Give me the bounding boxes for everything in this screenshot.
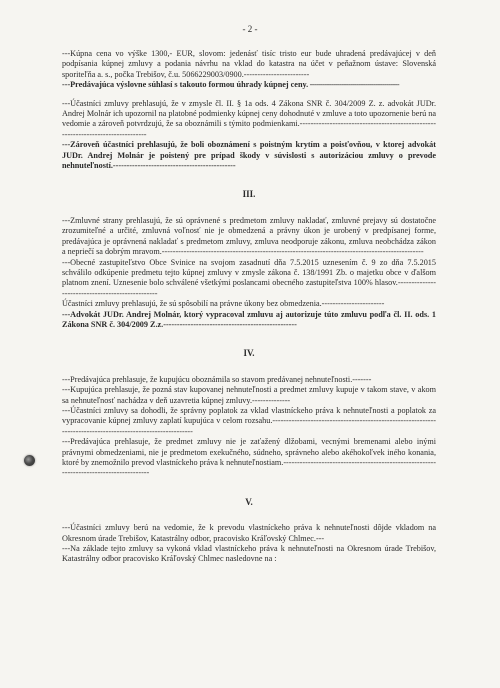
section-heading-iii: III. (242, 189, 256, 200)
paragraph-seller-condition: ---Predávajúca prehlasuje, že kupujúcu oboznámila so stavom predávanej nehnuteľnosti.------- (62, 374, 372, 384)
document-body (62, 49, 436, 565)
paragraph-advocate-authorization: ---Advokát JUDr. Andrej Molnár, ktorý vypracoval zmluvu aj autorizuje túto zmluvu podľa čl. II. ods. 1 Zákona SNR č. 304/2009 Z.z.------------------------------------------------- (62, 309, 436, 329)
paragraph-transfer-registration: ---Účastníci zmluvy berú na vedomie, že k prevodu vlastníckeho práva k nehnuteľnosti dôjde vkladom na Okresnom úrade Trebišov, Katastrálny odbor, pracovisko Kráľovský Chlmec.--- (62, 523, 436, 543)
paragraph-registration-entry: ---Na základe tejto zmluvy sa vykoná vklad vlastníckeho práva k nehnuteľnosti na Okresnom úrade Trebišov, Katastrálny odbor pracovisko Kráľovský Chlmec nasledovne na : (62, 544, 436, 564)
paragraph-buyer-condition: ---Kupujúca prehlasuje, že pozná stav kupovanej nehnuteľnosti a predmet zmluvy kupuje v takom stave, v akom sa nehnuteľnosť nachádza v deň uzavretia kúpnej zmluvy.-------------- (62, 385, 436, 405)
paragraph-payment-notice: ---Účastníci zmluvy prehlasujú, že v zmysle čl. II. § 1a ods. 4 Zákona SNR č. 304/2009 Z. z. advokát JUDr. Andrej Molnár ich upozornil na platobné podmienky kúpnej ceny dohodnuté v zmluve a toto upozornenie berú na vedomie a zároveň potvrdzujú, že sa oboznámili s týmito podmienkami.--------------------------------------------------------------------------------- (62, 98, 436, 139)
hole-punch-mark (24, 455, 35, 466)
paragraph-purchase-price: ---Kúpna cena vo výške 1300,- EUR, slovom: jedenásť tisíc tristo eur bude uhradená predávajúcej v deň podpísania kúpnej zmluvy a podania návrhu na vklad do katastra na účet v peňažnom ústave: Slovenská sporiteľňa a. s., počka Trebišov, č.u. 5066229003/0900.------------------------ (62, 49, 436, 79)
paragraph-legal-capacity: Účastníci zmluvy prehlasujú, že sú spôsobilí na právne úkony bez obmedzenia.----------------------- (62, 299, 385, 309)
paragraph-fees: ---Účastníci zmluvy sa dohodli, že správny poplatok za vklad vlastníckeho práva k nehnuteľnosti a poplatok za vypracovanie kúpnej zmluvy zaplatí kupujúca v celom rozsahu.------------------------------------------------------------------------------------------------------------ (62, 405, 436, 436)
paragraph-council-approval: ---Obecné zastupiteľstvo Obce Svinice na svojom zasadnutí dňa 7.5.2015 uznesením č. 9 zo dňa 7.5.2015 schválilo odkúpenie predmetu tejto kúpnej zmluvy v zmysle zákona č. 138/1991 Zb. o majetku obce v ďalšom platnom znení. Uznesenie bolo schválené všetkými poslancami obecného zastupiteľstva 100% hlasov.------------------------------------------------- (62, 257, 436, 298)
paragraph-parties-declaration: ---Zmluvné strany prehlasujú, že sú oprávnené s predmetom zmluvy nakladať, zmluvné prejavy sú dostatočne zrozumiteľné a určité, zmluvná voľnosť nie je obmedzená a právny úkon je urobený v predpísanej forme, predávajúca je oprávnená nakladať s predmetom zmluvy, zmluva neodporuje zákonu, zmluva neobchádza zákon a nepriečí sa dobrým mravom.------------------------------------------------------------------------------------------------ (62, 215, 436, 257)
paragraph-insurance-notice: ---Zároveň účastníci prehlasujú, že boli oboznámení s poistným krytím a poisťovňou, v ktorej advokát JUDr. Andrej Molnár je poistený pre prípad škody v súvislosti s autorizáciou zmluvy o prevode nehnuteľností.--------------------------------------------- (62, 140, 436, 171)
page-number: - 2 - (242, 24, 258, 34)
paragraph-payment-consent: ---Predávajúca výslovne súhlasí s takouto formou úhrady kúpnej ceny. ----- (62, 80, 436, 90)
section-heading-iv: IV. (243, 348, 255, 359)
paragraph-encumbrances: ---Predávajúca prehlasuje, že predmet zmluvy nie je zaťažený dlžobami, vecnými bremenami alebo inými právnymi obmedzeniami, nie je predmetom exekučného, súdneho, správneho alebo akéhokoľvek iného konania, ktoré by znemožnilo prevod vlastníckeho práva k nehnuteľnostiam.---------------------------------------------------------------------------------------- (62, 437, 436, 478)
section-heading-v: V. (245, 496, 253, 507)
